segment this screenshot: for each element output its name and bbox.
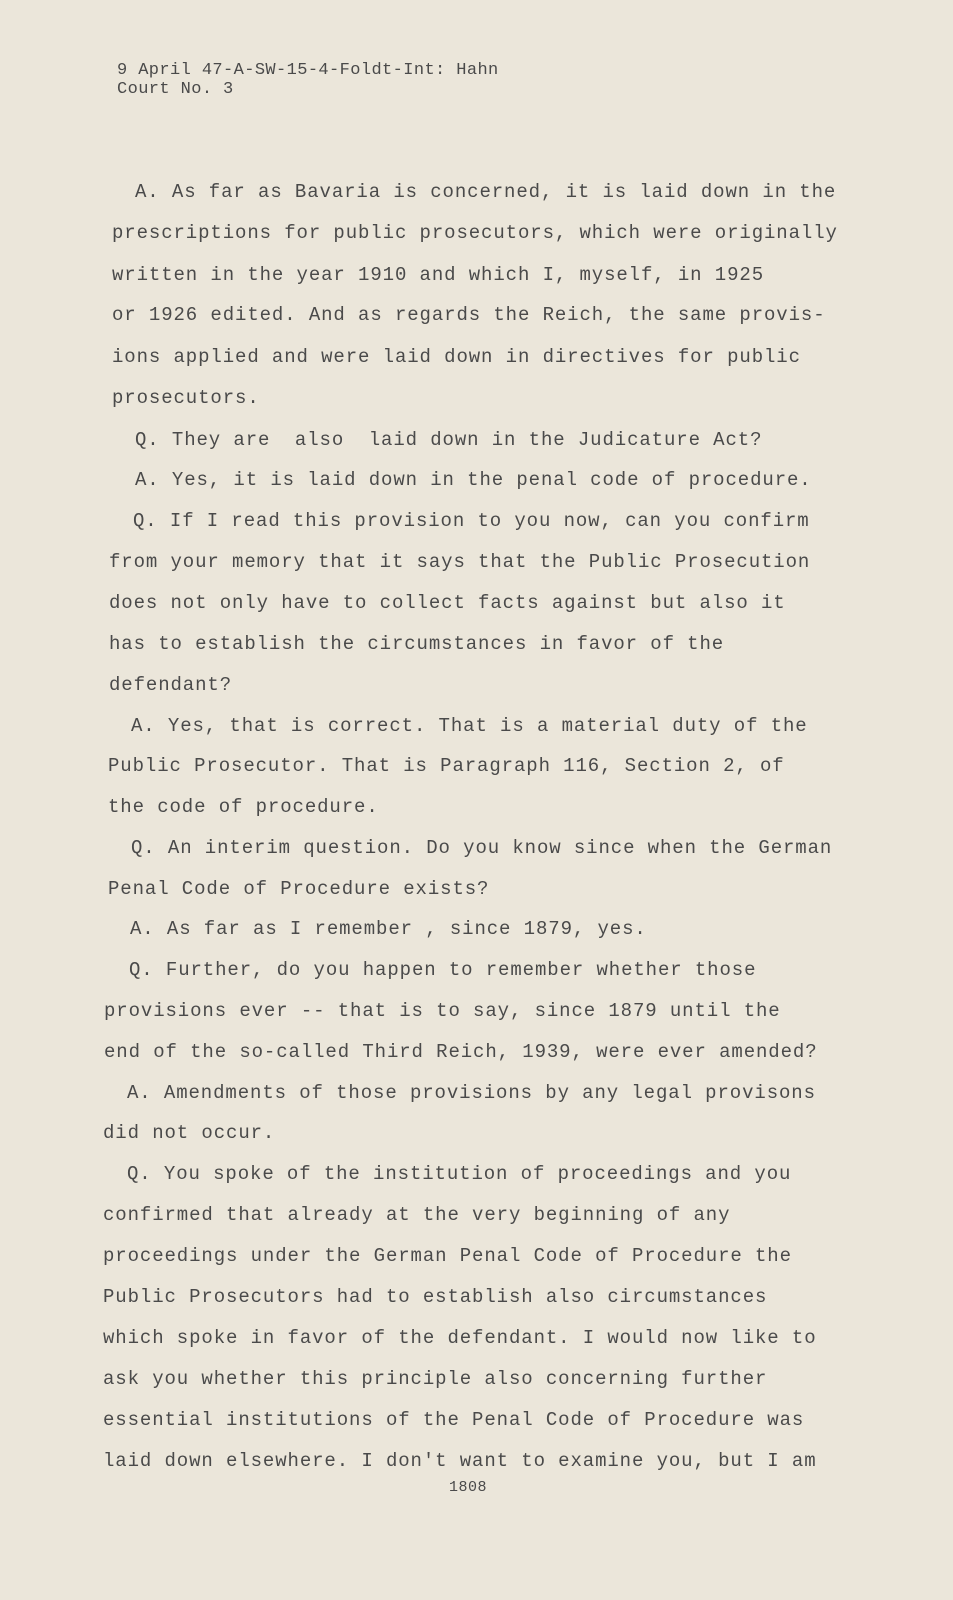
- body-line-30: ask you whether this principle also concerning further: [103, 1368, 768, 1390]
- body-line-10: from your memory that it says that the Public Prosecution: [109, 551, 811, 573]
- body-line-23: A. Amendments of those provisions by any legal provisons: [127, 1082, 816, 1104]
- body-line-31: essential institutions of the Penal Code of Procedure was: [103, 1409, 805, 1431]
- page-number: 1808: [449, 1479, 488, 1496]
- body-line-14: A. Yes, that is correct. That is a material duty of the: [131, 715, 808, 737]
- body-line-28: Public Prosecutors had to establish also circumstances: [103, 1286, 768, 1308]
- body-line-26: confirmed that already at the very beginning of any: [103, 1204, 731, 1226]
- body-line-11: does not only have to collect facts against but also it: [109, 592, 786, 614]
- body-line-22: end of the so-called Third Reich, 1939, were ever amended?: [104, 1041, 818, 1063]
- body-line-12: has to establish the circumstances in favor of the: [109, 633, 725, 655]
- body-line-6: prosecutors.: [112, 387, 260, 409]
- body-line-8: A. Yes, it is laid down in the penal code of procedure.: [135, 469, 812, 491]
- body-line-15: Public Prosecutor. That is Paragraph 116, Section 2, of: [108, 755, 785, 777]
- body-line-5: ions applied and were laid down in directives for public: [112, 346, 801, 368]
- header-line-1: 9 April 47-A-SW-15-4-Foldt-Int: Hahn: [117, 61, 499, 80]
- body-line-20: Q. Further, do you happen to remember whether those: [129, 959, 757, 981]
- body-line-32: laid down elsewhere. I don't want to examine you, but I am: [103, 1450, 817, 1472]
- body-line-9: Q. If I read this provision to you now, can you confirm: [133, 510, 810, 532]
- body-line-4: or 1926 edited. And as regards the Reich, the same provis-: [112, 304, 826, 326]
- body-line-7: Q. They are also laid down in the Judicature Act?: [135, 429, 763, 451]
- body-line-24: did not occur.: [103, 1122, 276, 1144]
- body-line-19: A. As far as I remember , since 1879, yes.: [130, 918, 647, 940]
- body-line-3: written in the year 1910 and which I, myself, in 1925: [112, 264, 764, 286]
- header-line-2: Court No. 3: [117, 80, 234, 99]
- body-line-16: the code of procedure.: [108, 796, 379, 818]
- body-line-25: Q. You spoke of the institution of proceedings and you: [127, 1163, 792, 1185]
- body-line-21: provisions ever -- that is to say, since 1879 until the: [104, 1000, 781, 1022]
- body-line-17: Q. An interim question. Do you know since when the German: [131, 837, 833, 859]
- body-line-18: Penal Code of Procedure exists?: [108, 878, 490, 900]
- body-line-13: defendant?: [109, 674, 233, 696]
- body-line-2: prescriptions for public prosecutors, which were originally: [112, 222, 838, 244]
- body-line-29: which spoke in favor of the defendant. I would now like to: [103, 1327, 817, 1349]
- body-line-27: proceedings under the German Penal Code of Procedure the: [103, 1245, 792, 1267]
- body-line-1: A. As far as Bavaria is concerned, it is laid down in the: [135, 181, 837, 203]
